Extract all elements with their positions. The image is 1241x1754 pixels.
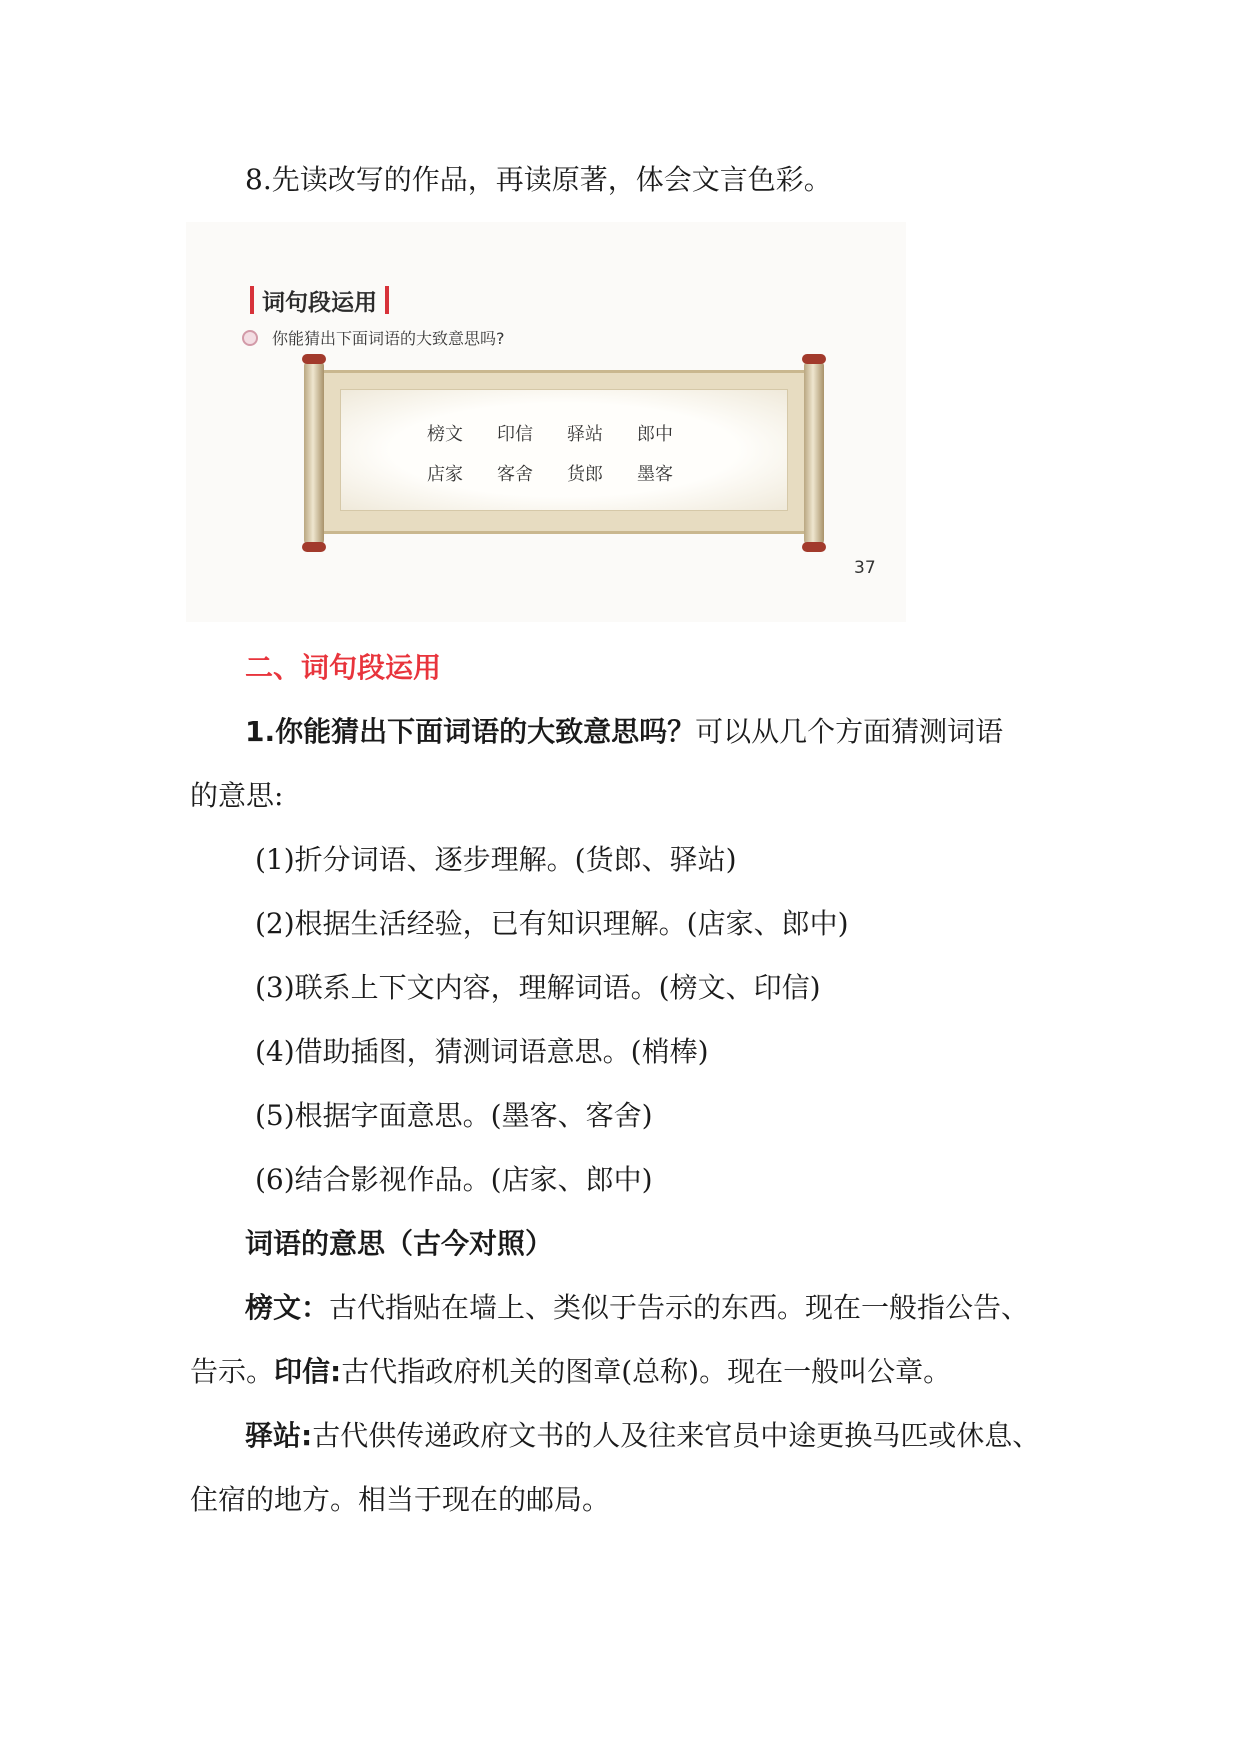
scroll-word: 榜文 xyxy=(427,424,463,445)
meaning-yizhan xyxy=(245,1416,1040,1456)
scroll-word: 墨客 xyxy=(637,464,673,485)
scroll-word: 客舍 xyxy=(497,464,533,485)
definition-bangwen-cont: 告示。 xyxy=(190,1355,275,1388)
section-2-heading: 二、词句段运用 xyxy=(245,651,442,684)
term-bangwen: 榜文： xyxy=(245,1291,330,1324)
scroll-word: 店家 xyxy=(427,464,463,485)
textbook-excerpt-image xyxy=(186,222,906,622)
scroll-paper xyxy=(320,370,808,534)
question-bullet-icon xyxy=(242,330,258,346)
definition-yinxin: 古代指政府机关的图章(总称)。现在一般叫公章。 xyxy=(341,1355,952,1388)
textbook-question xyxy=(242,326,505,349)
textbook-section-title: 词句段运用 xyxy=(262,289,377,316)
method-item: (5)根据字面意思。(墨客、客舍) xyxy=(255,1099,653,1132)
question-1 xyxy=(245,712,1003,752)
definition-yizhan: 古代供传递政府文书的人及往来官员中途更换马匹或休息、 xyxy=(312,1419,1041,1452)
method-item: (4)借助插图，猜测词语意思。(梢棒) xyxy=(255,1035,709,1068)
scroll-word-grid xyxy=(427,420,707,486)
question-1-bold: 1.你能猜出下面词语的大致意思吗？ xyxy=(245,715,696,748)
scroll-inner xyxy=(340,389,788,511)
question-1-rest: 可以从几个方面猜测词语 xyxy=(695,715,1004,748)
scroll-illustration xyxy=(304,360,824,546)
scroll-word: 货郎 xyxy=(567,464,603,485)
method-item: (3)联系上下文内容，理解词语。(榜文、印信) xyxy=(255,971,821,1004)
textbook-page-number: 37 xyxy=(854,558,876,578)
meanings-heading: 词语的意思（古今对照） xyxy=(245,1227,554,1260)
header-bar-right xyxy=(385,286,389,314)
question-1-line-2: 的意思: xyxy=(190,779,284,812)
textbook-question-text: 你能猜出下面词语的大致意思吗? xyxy=(272,329,505,348)
method-item: (1)折分词语、逐步理解。(货郎、驿站) xyxy=(255,843,737,876)
method-item: (6)结合影视作品。(店家、郎中) xyxy=(255,1163,653,1196)
definition-yizhan-cont: 住宿的地方。相当于现在的邮局。 xyxy=(190,1483,611,1516)
scroll-roller-right xyxy=(804,360,824,546)
term-yizhan: 驿站: xyxy=(245,1419,313,1452)
definition-bangwen: 古代指贴在墙上、类似于告示的东西。现在一般指公告、 xyxy=(329,1291,1030,1324)
scroll-word: 郎中 xyxy=(637,424,673,445)
textbook-section-header xyxy=(242,282,397,318)
header-bar-left xyxy=(250,286,254,314)
scroll-word: 印信 xyxy=(497,424,533,445)
meaning-bangwen xyxy=(245,1288,1029,1328)
method-item: (2)根据生活经验，已有知识理解。(店家、郎中) xyxy=(255,907,849,940)
item-8-text: 8.先读改写的作品，再读原著，体会文言色彩。 xyxy=(245,163,832,196)
term-yinxin: 印信: xyxy=(274,1355,342,1388)
scroll-word: 驿站 xyxy=(567,424,603,445)
meaning-line xyxy=(190,1352,951,1392)
scroll-roller-left xyxy=(304,360,324,546)
